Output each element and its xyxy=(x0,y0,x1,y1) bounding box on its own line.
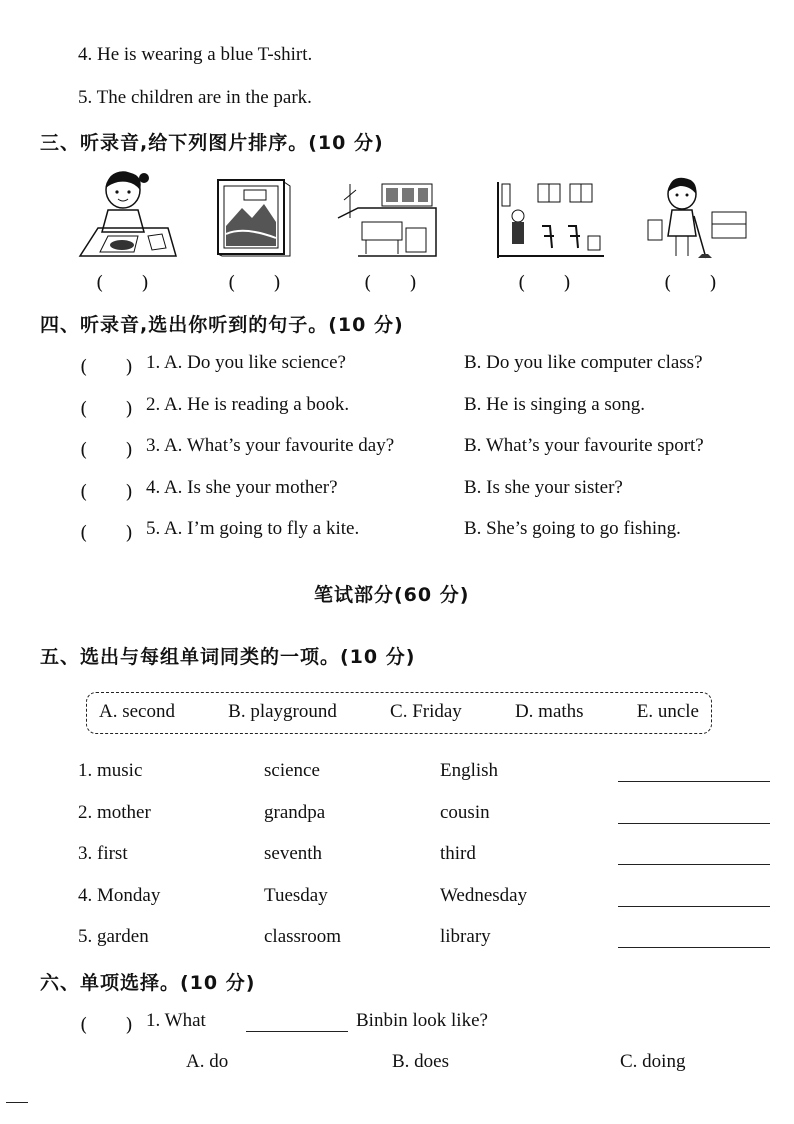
listening-option-3b: B. What’s your favourite sport? xyxy=(464,435,704,456)
section-4-title: 四、听录音,选出你听到的句子。(10 分) xyxy=(40,314,404,336)
group-1-answer-blank[interactable] xyxy=(618,781,770,782)
girl-sweeping-picture xyxy=(646,172,750,264)
section-3-title: 三、听录音,给下列图片排序。(10 分) xyxy=(40,132,384,154)
picture-answer-2[interactable]: ( ) xyxy=(228,272,281,294)
word-option-b: B. playground xyxy=(228,701,337,722)
listening-option-5b: B. She’s going to go fishing. xyxy=(464,518,681,539)
listening-option-1b: B. Do you like computer class? xyxy=(464,352,703,373)
section-5-title: 五、选出与每组单词同类的一项。(10 分) xyxy=(40,646,416,668)
word-option-e: E. uncle xyxy=(636,701,699,722)
group-4-word-1: 4. Monday xyxy=(78,885,161,906)
question-1-prefix: 1. What xyxy=(146,1010,206,1031)
classroom-picture xyxy=(336,178,442,260)
room-picture xyxy=(494,178,606,260)
sentence-5: 5. The children are in the park. xyxy=(78,87,312,108)
listening-option-3a: 3. A. What’s your favourite day? xyxy=(146,435,395,456)
listening-option-1a: 1. A. Do you like science? xyxy=(146,352,346,373)
group-3-word-3: third xyxy=(440,843,476,864)
group-3-word-1: 3. first xyxy=(78,843,128,864)
group-5-word-2: classroom xyxy=(264,926,342,947)
group-4-answer-blank[interactable] xyxy=(618,906,770,907)
group-4-word-2: Tuesday xyxy=(264,885,328,906)
word-option-d: D. maths xyxy=(514,701,584,722)
listening-option-2a: 2. A. He is reading a book. xyxy=(146,394,350,415)
picture-answer-1[interactable]: ( ) xyxy=(96,272,149,294)
question-1-option-b: B. does xyxy=(392,1051,449,1072)
question-1-option-c: C. doing xyxy=(620,1051,686,1072)
group-3-word-2: seventh xyxy=(264,843,323,864)
word-option-c: C. Friday xyxy=(390,701,462,722)
group-1-word-2: science xyxy=(264,760,320,781)
group-2-word-1: 2. mother xyxy=(78,802,151,823)
group-3-answer-blank[interactable] xyxy=(618,864,770,865)
listening-answer-5[interactable]: ( ) xyxy=(80,522,133,544)
group-5-word-3: library xyxy=(440,926,491,947)
group-1-word-3: English xyxy=(440,760,499,781)
listening-answer-2[interactable]: ( ) xyxy=(80,398,133,420)
listening-option-5a: 5. A. I’m going to fly a kite. xyxy=(146,518,360,539)
choice-answer-1[interactable]: ( ) xyxy=(80,1014,133,1036)
group-2-word-3: cousin xyxy=(440,802,490,823)
group-2-word-2: grandpa xyxy=(264,802,326,823)
group-1-word-1: 1. music xyxy=(78,760,143,781)
listening-answer-3[interactable]: ( ) xyxy=(80,439,133,461)
girl-drawing-picture xyxy=(78,168,178,260)
question-1-blank[interactable] xyxy=(246,1031,348,1032)
word-options-box xyxy=(86,692,712,734)
page-edge-mark xyxy=(6,1102,28,1103)
question-1-option-a: A. do xyxy=(186,1051,229,1072)
listening-answer-1[interactable]: ( ) xyxy=(80,356,133,378)
group-5-word-1: 5. garden xyxy=(78,926,149,947)
picture-answer-5[interactable]: ( ) xyxy=(664,272,717,294)
listening-option-4b: B. Is she your sister? xyxy=(464,477,623,498)
picture-answer-4[interactable]: ( ) xyxy=(518,272,571,294)
word-option-a: A. second xyxy=(99,701,175,722)
sentence-4: 4. He is wearing a blue T-shirt. xyxy=(78,44,313,65)
listening-option-4a: 4. A. Is she your mother? xyxy=(146,477,338,498)
group-2-answer-blank[interactable] xyxy=(618,823,770,824)
listening-answer-4[interactable]: ( ) xyxy=(80,481,133,503)
picture-answer-3[interactable]: ( ) xyxy=(364,272,417,294)
book-picture xyxy=(214,176,292,258)
group-5-answer-blank[interactable] xyxy=(618,947,770,948)
group-4-word-3: Wednesday xyxy=(440,885,528,906)
question-1-suffix: Binbin look like? xyxy=(356,1010,488,1031)
written-part-title: 笔试部分(60 分) xyxy=(314,584,470,606)
listening-option-2b: B. He is singing a song. xyxy=(464,394,646,415)
section-6-title: 六、单项选择。(10 分) xyxy=(40,972,256,994)
